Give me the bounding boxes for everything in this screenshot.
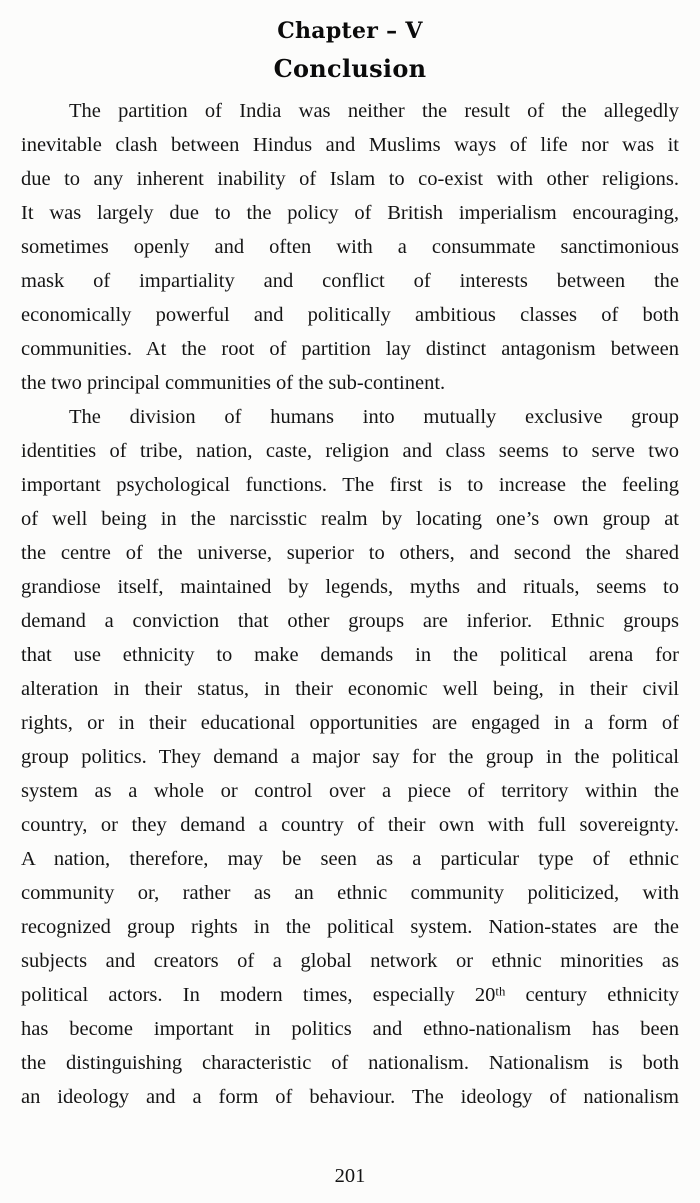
paragraph-indent xyxy=(21,94,69,128)
page-title: Conclusion xyxy=(273,54,427,83)
text-line: It was largely due to the policy of British imperialism encouraging, xyxy=(21,202,679,224)
ordinal-suffix: th xyxy=(495,984,506,999)
text-line: sometimes openly and often with a consummate sanctimonious xyxy=(21,236,679,258)
chapter-heading: Chapter – V xyxy=(277,18,423,44)
text-line: has become important in politics and ethno-nationalism has been xyxy=(21,1018,679,1040)
body-text xyxy=(21,94,679,1114)
text-line: grandiose itself, maintained by legends, myths and rituals, seems to xyxy=(21,576,679,598)
text-line: the centre of the universe, superior to others, and second the shared xyxy=(21,542,679,564)
page-number: 201 xyxy=(334,1165,366,1187)
text-line: alteration in their status, in their economic well being, in their civil xyxy=(21,678,679,700)
text-line: demand a conviction that other groups are inferior. Ethnic groups xyxy=(21,610,679,632)
text-line: important psychological functions. The first is to increase the feeling xyxy=(21,474,679,496)
text-line: that use ethnicity to make demands in the political arena for xyxy=(21,644,679,666)
text-line: mask of impartiality and conflict of interests between the xyxy=(21,270,679,292)
text-line: political actors. In modern times, especially 20th century ethnicity xyxy=(21,984,680,1006)
text-line: the two principal communities of the sub-continent. xyxy=(21,372,446,394)
paragraph-1 xyxy=(21,94,679,400)
text-line: The partition of India was neither the result of the allegedly xyxy=(21,94,679,128)
text-line: communities. At the root of partition lay distinct antagonism between xyxy=(21,338,679,360)
page-heading-block xyxy=(21,0,679,89)
paragraph-indent xyxy=(21,400,69,434)
text-line: due to any inherent inability of Islam to co-exist with other religions. xyxy=(21,168,679,190)
text-line: the distinguishing characteristic of nationalism. Nationalism is both xyxy=(21,1052,679,1074)
text-line: community or, rather as an ethnic community politicized, with xyxy=(21,882,679,904)
text-line: economically powerful and politically ambitious classes of both xyxy=(21,304,679,326)
text-line: identities of tribe, nation, caste, religion and class seems to serve two xyxy=(21,440,679,462)
text-line: recognized group rights in the political system. Nation-states are the xyxy=(21,916,679,938)
text-line: subjects and creators of a global network or ethnic minorities as xyxy=(21,950,679,972)
text-line: an ideology and a form of behaviour. The ideology of nationalism xyxy=(21,1086,679,1108)
text-line: A nation, therefore, may be seen as a particular type of ethnic xyxy=(21,848,679,870)
text-line: group politics. They demand a major say for the group in the political xyxy=(21,746,679,768)
text-line: inevitable clash between Hindus and Muslims ways of life nor was it xyxy=(21,134,679,156)
text-line: system as a whole or control over a piece of territory within the xyxy=(21,780,679,802)
paragraph-2 xyxy=(21,400,679,1114)
text-line: of well being in the narcisstic realm by locating one’s own group at xyxy=(21,508,679,530)
text-line: rights, or in their educational opportunities are engaged in a form of xyxy=(21,712,679,734)
text-line: country, or they demand a country of their own with full sovereignty. xyxy=(21,814,679,836)
text-line: The division of humans into mutually exclusive group xyxy=(21,400,679,434)
